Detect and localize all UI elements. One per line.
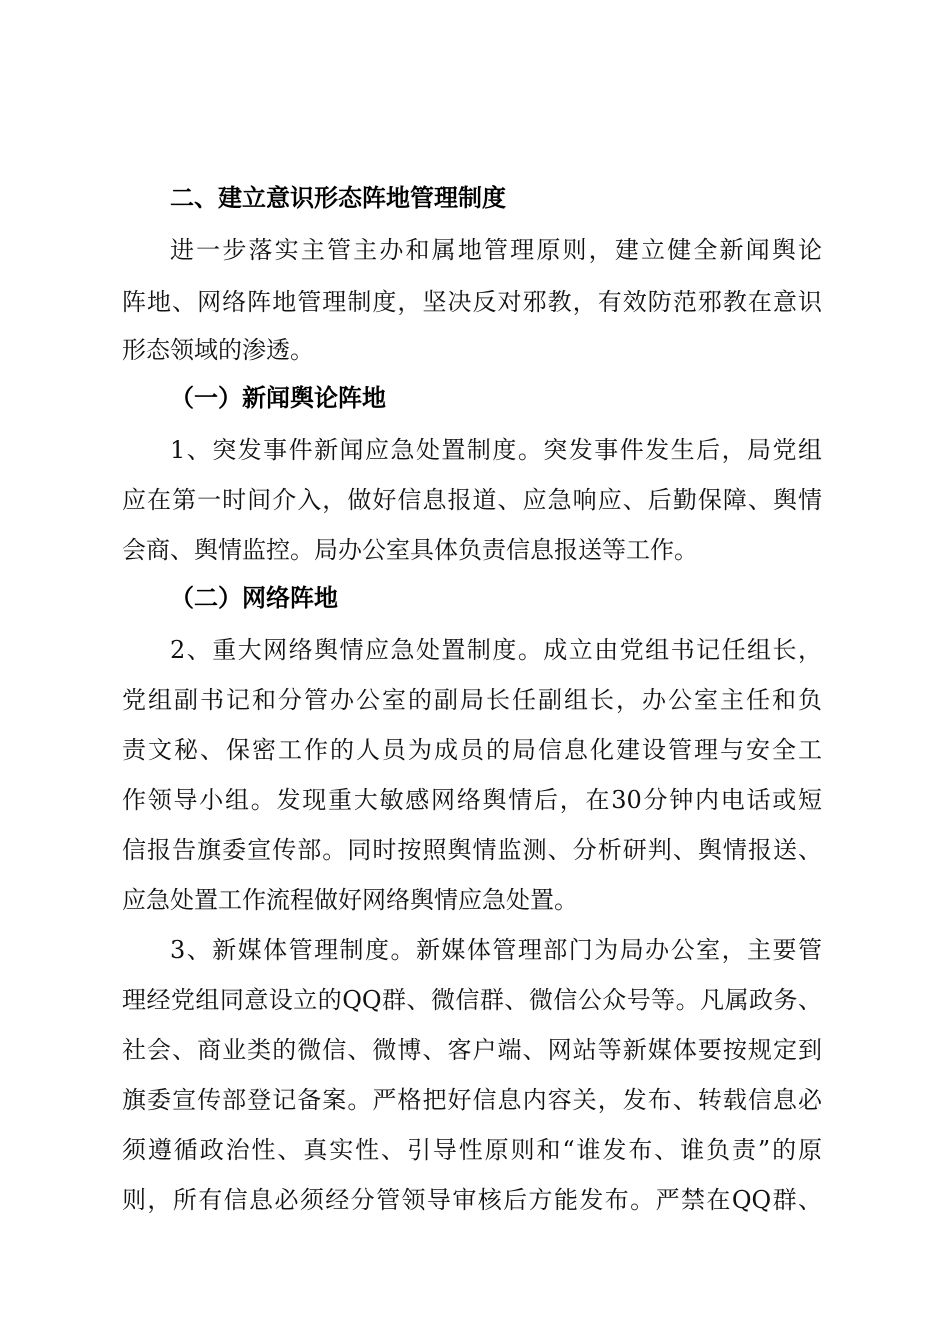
para2-line-1: 2、重大网络舆情应急处置制度。成立由党组书记任组长， <box>170 636 822 664</box>
para1-line-1: 1、突发事件新闻应急处置制度。突发事件发生后，局党组 <box>170 436 822 464</box>
para3-line-2: 理经党组同意设立的QQ群、微信群、微信公众号等。凡属政务、 <box>122 986 822 1014</box>
intro-line-2: 阵地、网络阵地管理制度，坚决反对邪教，有效防范邪教在意识 <box>122 288 822 316</box>
para2-line-3: 责文秘、保密工作的人员为成员的局信息化建设管理与安全工 <box>122 736 822 764</box>
para2-line-5: 信报告旗委宣传部。同时按照舆情监测、分析研判、舆情报送、 <box>122 836 822 864</box>
para2-line-4: 作领导小组。发现重大敏感网络舆情后，在30分钟内电话或短 <box>122 786 822 814</box>
intro-line-3: 形态领域的渗透。 <box>122 336 314 364</box>
para3-line-5: 须遵循政治性、真实性、引导性原则和“谁发布、谁负责”的原 <box>122 1136 822 1164</box>
para3-line-6: 则，所有信息必须经分管领导审核后方能发布。严禁在QQ群、 <box>122 1186 822 1214</box>
para3-line-1: 3、新媒体管理制度。新媒体管理部门为局办公室，主要管 <box>170 936 822 964</box>
section-title: 二、建立意识形态阵地管理制度 <box>170 184 506 212</box>
para2-line-6: 应急处置工作流程做好网络舆情应急处置。 <box>122 886 578 914</box>
para1-line-2: 应在第一时间介入，做好信息报道、应急响应、后勤保障、舆情 <box>122 486 822 514</box>
para3-line-4: 旗委宣传部登记备案。严格把好信息内容关，发布、转载信息必 <box>122 1086 822 1114</box>
subsection-title-2: （二）网络阵地 <box>170 584 338 612</box>
para2-line-2: 党组副书记和分管办公室的副局长任副组长，办公室主任和负 <box>122 686 822 714</box>
para1-line-3: 会商、舆情监控。局办公室具体负责信息报送等工作。 <box>122 536 698 564</box>
intro-line-1: 进一步落实主管主办和属地管理原则，建立健全新闻舆论 <box>170 236 822 264</box>
para3-line-3: 社会、商业类的微信、微博、客户端、网站等新媒体要按规定到 <box>122 1036 822 1064</box>
subsection-title-1: （一）新闻舆论阵地 <box>170 384 386 412</box>
